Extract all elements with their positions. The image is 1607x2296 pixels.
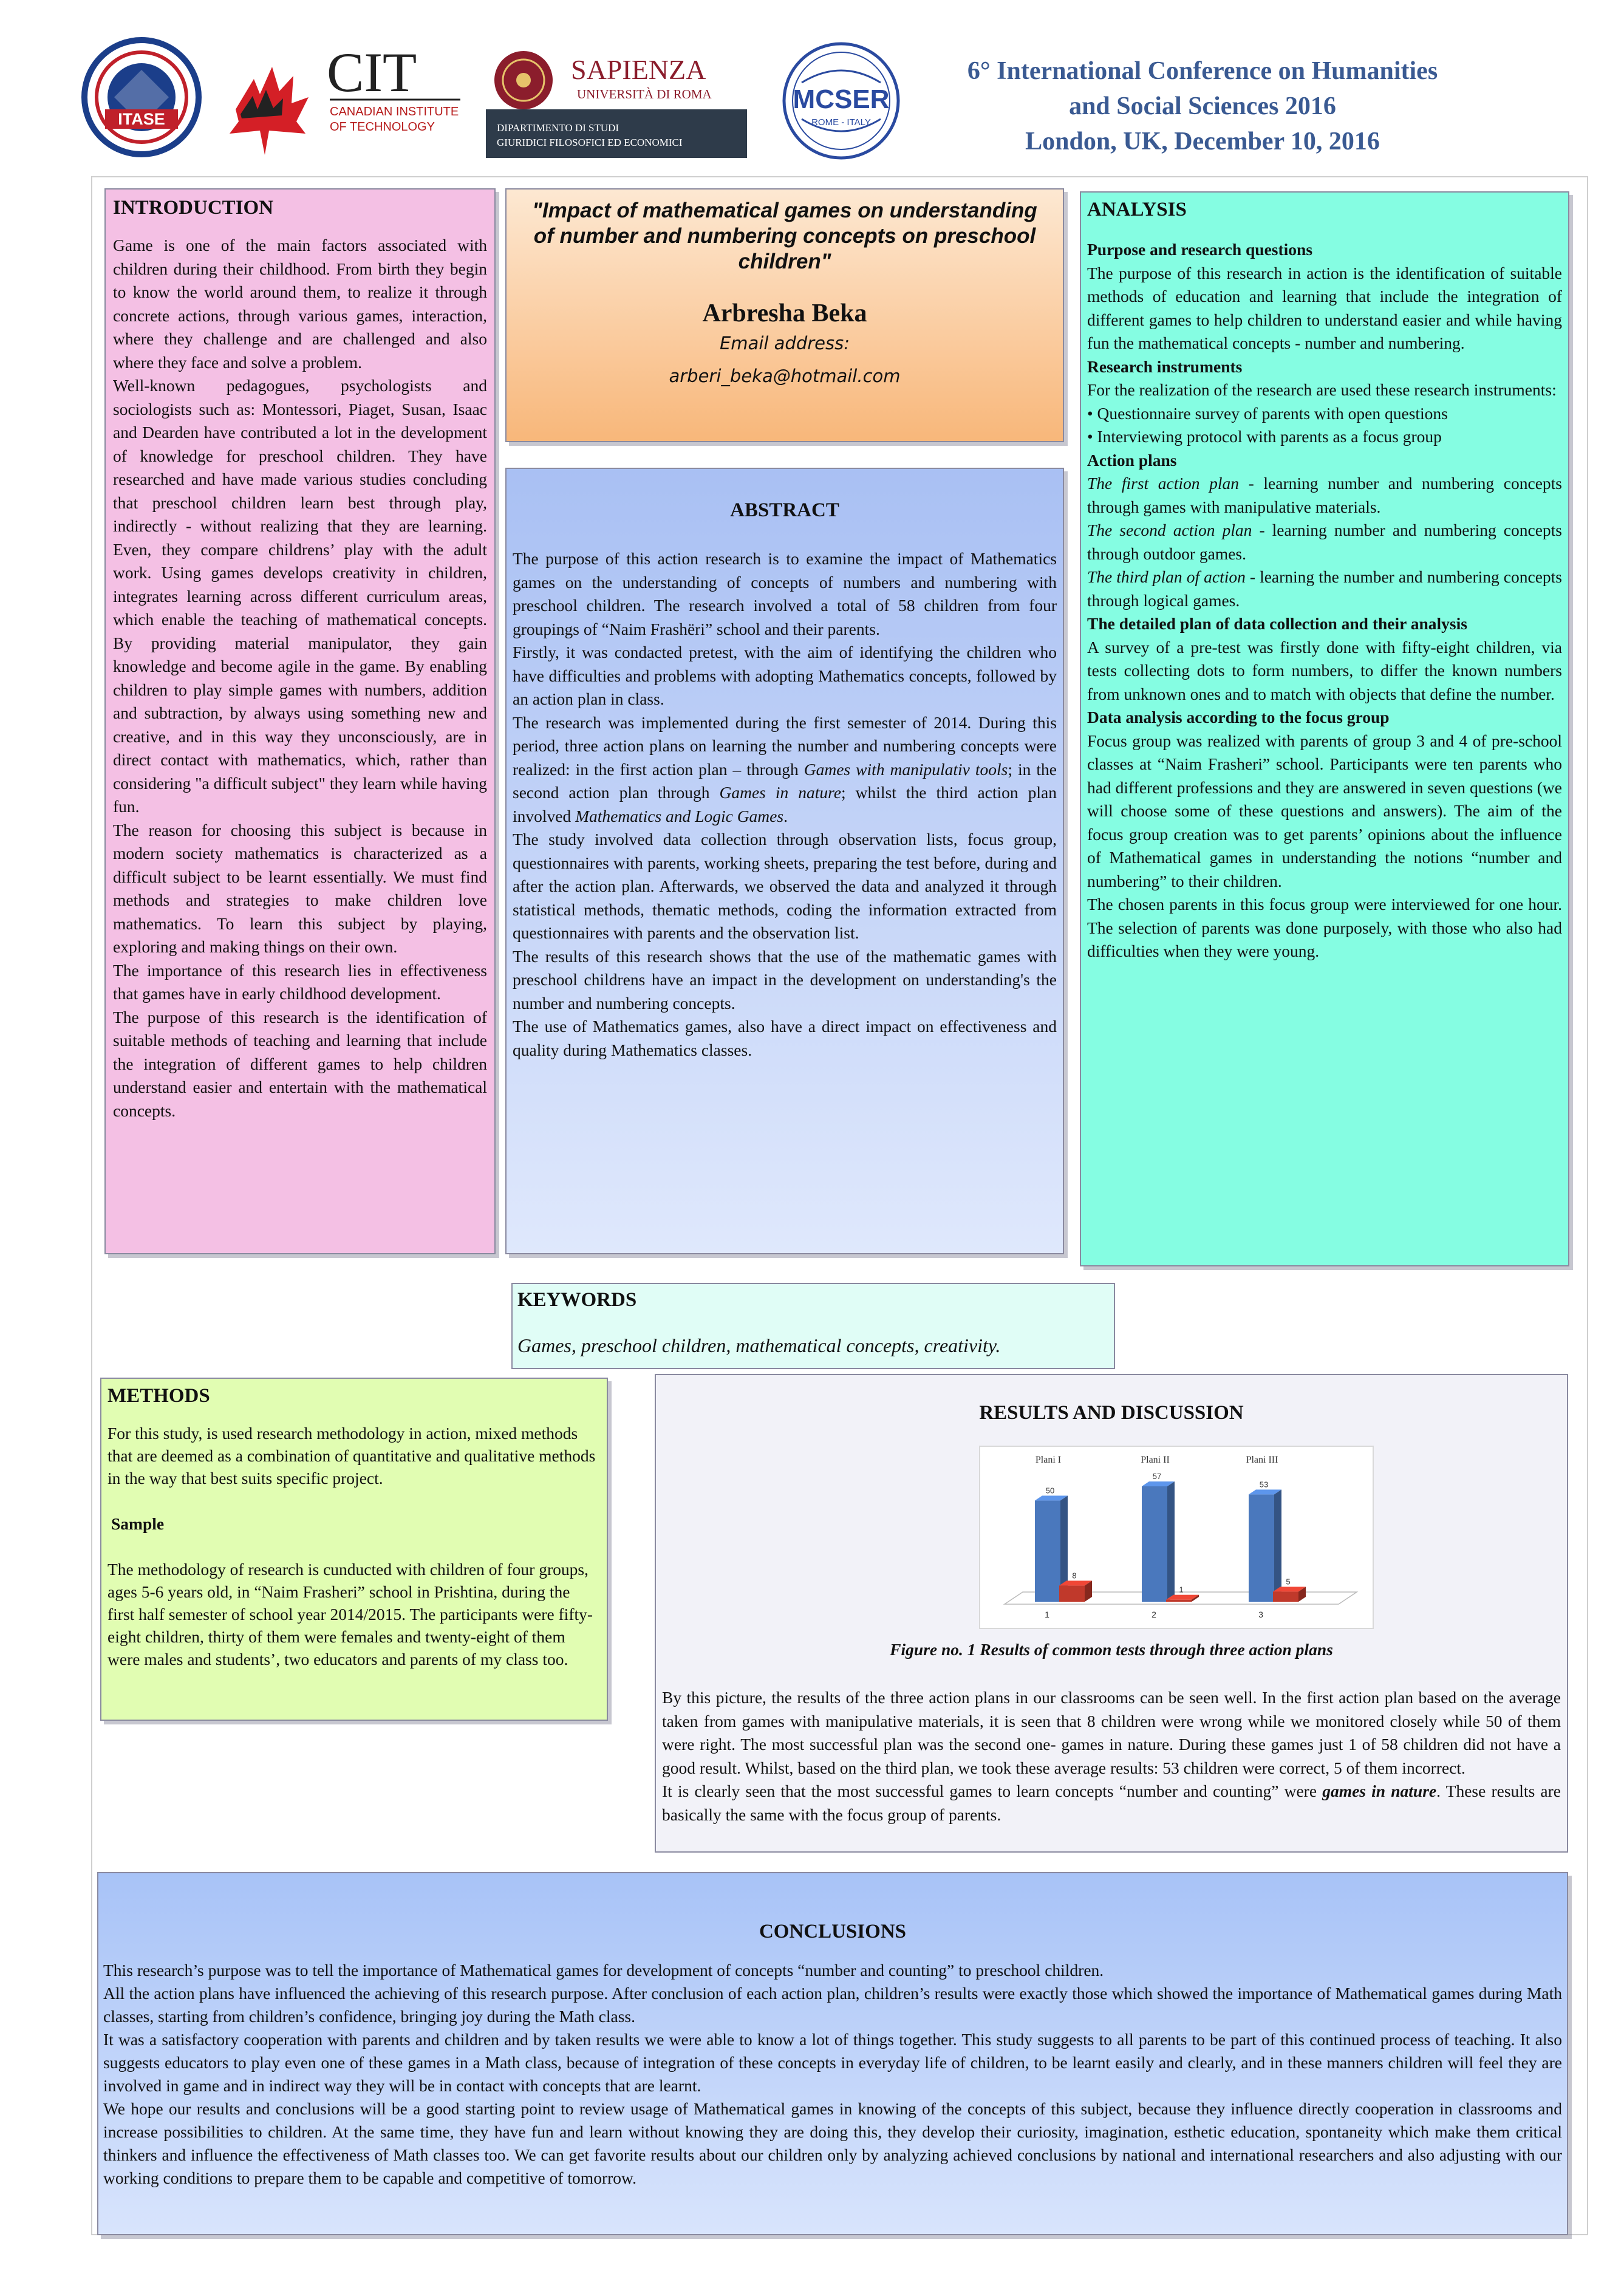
sapienza-logo [486,43,747,158]
results-text [662,1686,1561,1826]
conclusions-paragraph: We hope our results and conclusions will be a good starting point to review usage of Mathematical games in knowing of the concepts of this subject, because they influence directly cooperation in classrooms and increase possibilities to children. At the same time, they have fun and learn without knowing they are doing this, they develop their curiosity, imagination, esthetic education, spontaneity which make them critical thinkers and influence the effectiveness of Math classes too. We can get favorite results about our children only by analyzing achieved conclusions by national and international researchers and also adjusting with our working conditions to prepare them to be capable and competitive of tomorrow. [103,2099,1562,2187]
abstract-paragraph: The results of this research shows that the use of the mathematic games with preschool childrens have an impact in the development on understanding's the number and numbering concepts. [513,946,1057,1013]
results-paragraph [662,1780,1561,1826]
chart-category-title: Plani II [1141,1455,1170,1465]
analysis-italic-span: The second action plan [1087,521,1252,539]
poster-title: "Impact of mathematical games on understanding of number and numbering concepts on preschool children" [532,199,1037,273]
analysis-subheading: Data analysis according to the focus group [1087,708,1390,726]
abstract-paragraph: The study involved data collection through observation lists, focus group, questionnaires with parents, working sheets, preparing the test before, during and after the action plan. Afterwards, we observed the data and analyzed it through statistical methods, thematic methods, coding the information extracted from questionnaires with parents and the observation list. [513,830,1057,942]
abstract-italic-span: Games in nature [719,783,842,802]
analysis-paragraph [1087,565,1562,612]
introduction-paragraph: The purpose of this research is the identification of suitable methods of teaching and learning that include the integration of different games to help children understand easier and entertain with the mathematical concepts. [113,1007,487,1120]
introduction-paragraph: Well-known pedagogues, psychologists and sociologists such as: Montessori, Piaget, Susan, Isaac and Dearden have contributed a lot in the development of knowledge for preschool children. They have researched and have made various studies concluding that preschool children learn best through play, indirectly - without realizing that they are learning. Even, they compare childrens’ play with the adult work. Using games develops creativity in children, integrates learning across different curriculum areas, which enable the teaching of mathematical concepts. By providing material manipulator, they gain knowledge and become agile in the game. By enabling children to play simple games with numbers, addition and subtraction, by always using something new and creative, and in this way they unconsciously, are in direct contact with mathematics, which, rather than considering "a difficult subject" they learn while having fun. [113,376,487,816]
keywords-box [511,1283,1115,1369]
conclusions-text [103,1959,1562,2190]
results-chart [979,1446,1374,1629]
analysis-italic-span: The third plan of action [1087,567,1246,586]
conference-title-line-3: London, UK, December 10, 2016 [1025,128,1380,155]
analysis-text-span: - learning number and numbering concepts through outdoor games. [1087,521,1562,563]
analysis-subheading: Action plans [1087,450,1177,470]
sapienza-logo-big: SAPIENZA [571,54,706,85]
methods-paragraph: For this study, is used research methodology in action, mixed methods that are deemed as a combination of quantitative and qualitative methods in the way that best suits specific project. [107,1424,596,1488]
methods-box [100,1378,608,1721]
title-box [505,188,1064,442]
introduction-box [104,188,496,1254]
author-name: Arbresha Beka [702,299,867,327]
cit-logo [223,43,466,158]
introduction-paragraph: Game is one of the main factors associated with children during their childhood. From birth they begin to know the world around them, to realize it through concrete actions, through various games, interaction, where they challenge and are challenged and also where they face and solve a problem. [113,236,487,372]
abstract-paragraph: The use of Mathematics games, also have a direct impact on effectiveness and quality during Mathematics classes. [513,1017,1057,1059]
analysis-bullet: • Questionnaire survey of parents with open questions [1087,403,1448,423]
abstract-text-span: ; in the second action plan through [513,759,1057,802]
conclusions-paragraph: All the action plans have influenced the achieving of this research purpose. After conclusion of each action plan, children’s results were exactly those which showed the importance of Mathematical games during Math classes, starting from children’s confidence, bringing joy during the Math class. [103,1984,1562,2026]
chart-bar-side [1167,1481,1175,1602]
mcser-logo-big: MCSER [793,84,890,114]
methods-heading: METHODS [107,1385,210,1407]
abstract-text-span: The research was implemented during the first semester of 2014. During this period, three action plans on learning the number and numbering concepts were realized: in the first action plan – through [513,712,1057,779]
results-bold-italic-span: games in nature [1322,1782,1437,1800]
abstract-text [513,547,1057,1062]
analysis-paragraph: Focus group was realized with parents of group 3 and 4 of pre-school classes at “Naim Frasheri” school. Participants were ten parents who had different professions and they are answered in seven questions (we will choose some of these questions and answers). The aim of the focus group creation was to get parents’ opinions about the influence of Mathematical games in understanding the notions “number and numbering” to their children. [1087,731,1562,890]
analysis-paragraph: For the realization of the research are used these research instruments: [1087,380,1557,399]
conclusions-paragraph: It was a satisfactory cooperation with parents and children and by taken results we were able to know a lot of things together. This study suggests to all parents to be part of this continued process of teaching. It also suggests educators to play even one of these games in a Math class, because of integration of these concepts in everyday life of children, to be learnt easily and clearly, and in these manners children will feel they are involved in game and in indirect way they will be in contact with concepts that are learnt. [103,2030,1562,2095]
analysis-text-span: - learning number and numbering concepts through games with manipulative materials. [1087,474,1562,516]
cit-logo-line2: OF TECHNOLOGY [330,120,435,134]
analysis-subheading: Purpose and research questions [1087,240,1313,259]
abstract-text-span: . [783,806,788,825]
introduction-paragraph: The importance of this research lies in effectiveness that games have in early childhood development. [113,960,487,1003]
chart-bar [1059,1585,1085,1602]
analysis-subheading: The detailed plan of data collection and their analysis [1087,614,1467,633]
conference-title [856,53,1549,159]
analysis-paragraph: The purpose of this research in action is the identification of suitable methods of education and learning that include the integration of different games to help children to understand easier and while having fun the mathematical concepts - number and numbering. [1087,263,1562,352]
results-paragraph: By this picture, the results of the three action plans in our classrooms can be seen well. In the first action plan based on the average taken from games with manipulative materials, it is seen that 8 children were wrong while we monitored closely while 50 of them were right. The most successful plan was the second one- games in nature. During these games just 1 of 58 children did not have a good result. Whilst, based on the third plan, we took these average results: 53 children were correct, 5 of them incorrect. [662,1688,1561,1777]
abstract-paragraph: Firstly, it was condacted pretest, with the aim of identifying the children who have difficulties and problems with adopting Mathematics concepts, followed by an action plan in class. [513,643,1057,708]
conference-title-line-2: and Social Sciences 2016 [1069,92,1336,120]
chart-data-label: 8 [1072,1571,1077,1580]
chart-tick-label: 3 [1258,1610,1263,1619]
sample-paragraph: The methodology of research is cunducted with children of four groups, ages 5-6 years old, in “Naim Frasheri” school in Prishtina, during the first half semester of school year 2014/2015. The participants were fifty-eight children, thirty of them were females and twenty-eight of them were males and students’, two educators and parents of my class too. [107,1560,593,1669]
abstract-box [505,468,1064,1254]
introduction-paragraph: The reason for choosing this subject is because in modern society mathematics is characterized as a difficult subject to be learnt essentially. We must find methods and strategies to make children love mathematics. To learn this subject by playing, exploring and making things on their own. [113,820,487,956]
email-label: Email address: [719,333,850,354]
chart-category-title: Plani I [1035,1455,1062,1465]
analysis-subheading: Research instruments [1087,357,1243,376]
results-heading: RESULTS AND DISCUSSION [979,1402,1244,1424]
abstract-paragraph: The purpose of this action research is to examine the impact of Mathematics games on the understanding of concepts of numbers and numbering with preschool children. The research involved a total of 58 children from four groupings of “Naim Frashëri” school and their parents. [513,549,1057,638]
analysis-box [1080,191,1569,1266]
sapienza-logo-sub: UNIVERSITÀ DI ROMA [577,87,712,101]
abstract-paragraph [513,711,1057,829]
conclusions-heading: CONCLUSIONS [759,1921,907,1942]
chart-bar [1142,1486,1167,1602]
sample-heading: Sample [111,1514,165,1533]
sapienza-logo-dept1: DIPARTIMENTO DI STUDI [497,122,619,134]
results-chart-svg [980,1447,1373,1628]
results-text-span: . These results are basically the same with the focus group of parents. [662,1782,1561,1824]
chart-bar [1273,1591,1298,1602]
itase-logo [72,36,211,158]
chart-data-label: 57 [1152,1472,1162,1481]
chart-data-label: 1 [1179,1585,1184,1594]
methods-text [107,1422,601,1670]
conclusions-paragraph: This research’s purpose was to tell the importance of Mathematical games for development of concepts “number and counting” to preschool children. [103,1961,1104,1980]
chart-bar [1249,1494,1274,1602]
analysis-heading: ANALYSIS [1087,199,1187,220]
analysis-bullet: • Interviewing protocol with parents as a focus group [1087,427,1442,446]
keywords-heading: KEYWORDS [517,1289,637,1311]
conference-title-line-1: 6° International Conference on Humanities [967,57,1438,85]
analysis-paragraph: The chosen parents in this focus group were interviewed for one hour. The selection of parents was done purposely, with those who also had difficulties when they were young. [1087,895,1562,960]
keywords-text: Games, preschool children, mathematical concepts, creativity. [517,1334,1001,1356]
conclusions-box [97,1872,1568,2235]
analysis-text [1087,238,1562,963]
email-address: arberi_beka@hotmail.com [669,366,901,386]
introduction-text [113,234,487,1122]
results-text-span: It is clearly seen that the most successful games to learn concepts “number and counting” were [662,1782,1323,1800]
sapienza-logo-dept2: GIURIDICI FILOSOFICI ED ECONOMICI [497,137,683,148]
chart-bar-side [1274,1489,1281,1602]
analysis-text-span: - learning the number and numbering concepts through logical games. [1087,567,1562,610]
abstract-heading: ABSTRACT [730,499,839,521]
figure-caption: Figure no. 1 Results of common tests through three action plans [890,1640,1333,1659]
analysis-paragraph [1087,472,1562,519]
chart-data-label: 5 [1286,1577,1291,1587]
chart-bar [1166,1600,1192,1602]
itase-logo-text: ITASE [118,110,165,128]
cit-logo-big: CIT [327,43,417,103]
abstract-text-span: ; whilst the third action plan involved [513,783,1057,825]
analysis-paragraph [1087,519,1562,565]
chart-tick-label: 1 [1045,1610,1049,1619]
mcser-logo-sub: ROME - ITALY [811,117,871,128]
analysis-italic-span: The first action plan [1087,474,1240,493]
analysis-paragraph: A survey of a pre-test was firstly done with fifty-eight children, via tests collecting dots to form numbers, to differ the known numbers from unknown ones and to match with objects that define the number. [1087,637,1562,703]
cit-logo-line1: CANADIAN INSTITUTE [330,105,459,118]
abstract-italic-span: Games with manipulativ tools [803,759,1008,779]
chart-bar [1035,1500,1060,1602]
chart-category-title: Plani III [1246,1455,1278,1465]
introduction-heading: INTRODUCTION [113,197,274,219]
abstract-italic-span: Mathematics and Logic Games [575,806,784,825]
chart-data-label: 50 [1045,1486,1055,1495]
chart-tick-label: 2 [1152,1610,1156,1619]
chart-data-label: 53 [1259,1480,1269,1489]
